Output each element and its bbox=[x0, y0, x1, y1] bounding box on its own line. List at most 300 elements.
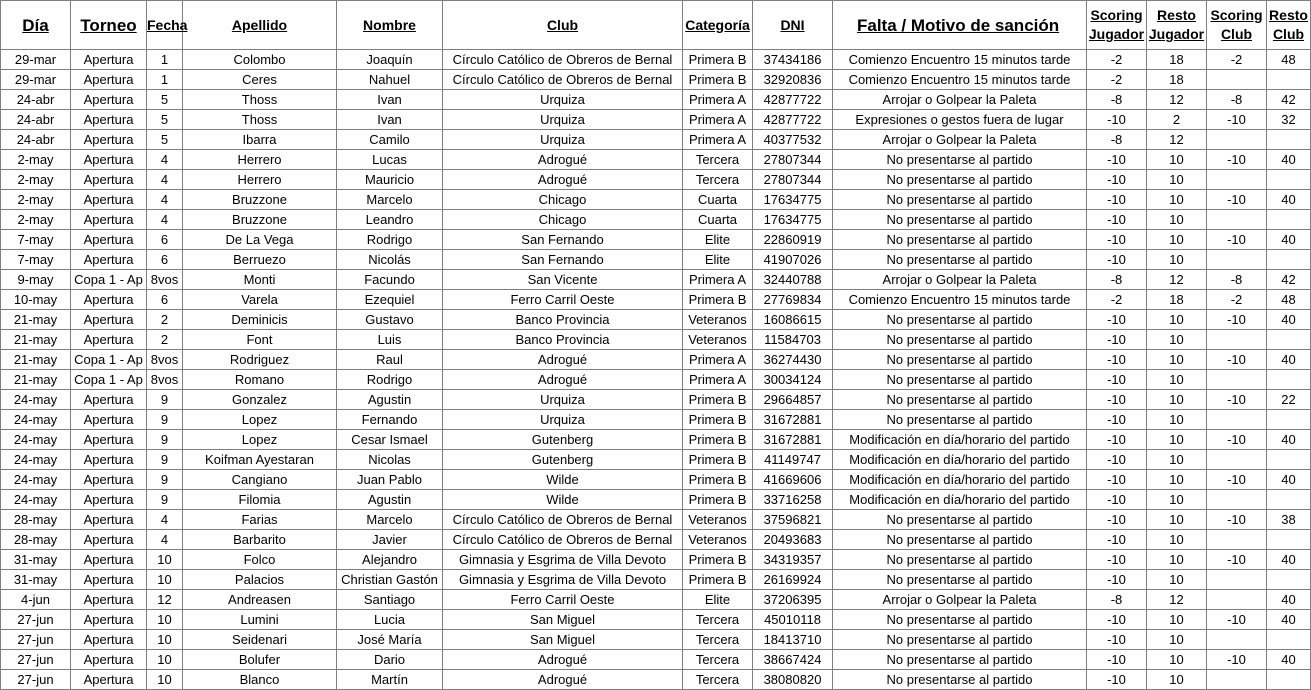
cell-scoring-club[interactable] bbox=[1207, 490, 1267, 510]
cell-nombre[interactable]: Mauricio bbox=[337, 170, 443, 190]
cell-falta[interactable]: No presentarse al partido bbox=[833, 230, 1087, 250]
cell-nombre[interactable]: Nicolás bbox=[337, 250, 443, 270]
cell-resto-club[interactable] bbox=[1267, 170, 1311, 190]
cell-falta[interactable]: Modificación en día/horario del partido bbox=[833, 490, 1087, 510]
cell-apellido[interactable]: Herrero bbox=[183, 150, 337, 170]
cell-torneo[interactable]: Copa 1 - Ap bbox=[71, 270, 147, 290]
cell-nombre[interactable]: Luis bbox=[337, 330, 443, 350]
cell-dni[interactable]: 41669606 bbox=[753, 470, 833, 490]
cell-scoring-club[interactable]: -10 bbox=[1207, 470, 1267, 490]
cell-dia[interactable]: 27-jun bbox=[1, 630, 71, 650]
cell-dni[interactable]: 33716258 bbox=[753, 490, 833, 510]
cell-resto-club[interactable] bbox=[1267, 130, 1311, 150]
cell-scoring-club[interactable]: -2 bbox=[1207, 290, 1267, 310]
cell-falta[interactable]: No presentarse al partido bbox=[833, 650, 1087, 670]
cell-apellido[interactable]: De La Vega bbox=[183, 230, 337, 250]
header-dni[interactable]: DNI bbox=[753, 1, 833, 50]
header-nombre[interactable]: Nombre bbox=[337, 1, 443, 50]
cell-nombre[interactable]: Dario bbox=[337, 650, 443, 670]
cell-fecha[interactable]: 10 bbox=[147, 570, 183, 590]
cell-categoria[interactable]: Tercera bbox=[683, 630, 753, 650]
cell-categoria[interactable]: Veteranos bbox=[683, 530, 753, 550]
cell-dni[interactable]: 34319357 bbox=[753, 550, 833, 570]
cell-dni[interactable]: 16086615 bbox=[753, 310, 833, 330]
cell-falta[interactable]: No presentarse al partido bbox=[833, 390, 1087, 410]
cell-torneo[interactable]: Apertura bbox=[71, 530, 147, 550]
cell-club[interactable]: Gutenberg bbox=[443, 430, 683, 450]
cell-dia[interactable]: 21-may bbox=[1, 330, 71, 350]
cell-apellido[interactable]: Bruzzone bbox=[183, 190, 337, 210]
cell-resto-jugador[interactable]: 10 bbox=[1147, 610, 1207, 630]
cell-torneo[interactable]: Apertura bbox=[71, 230, 147, 250]
header-falta[interactable]: Falta / Motivo de sanción bbox=[833, 1, 1087, 50]
cell-resto-jugador[interactable]: 10 bbox=[1147, 370, 1207, 390]
cell-nombre[interactable]: Facundo bbox=[337, 270, 443, 290]
cell-dni[interactable]: 27769834 bbox=[753, 290, 833, 310]
cell-nombre[interactable]: Raul bbox=[337, 350, 443, 370]
cell-scoring-club[interactable]: -8 bbox=[1207, 270, 1267, 290]
cell-torneo[interactable]: Apertura bbox=[71, 470, 147, 490]
cell-apellido[interactable]: Colombo bbox=[183, 50, 337, 70]
cell-scoring-jugador[interactable]: -8 bbox=[1087, 90, 1147, 110]
cell-nombre[interactable]: Lucas bbox=[337, 150, 443, 170]
cell-resto-club[interactable] bbox=[1267, 630, 1311, 650]
cell-apellido[interactable]: Deminicis bbox=[183, 310, 337, 330]
cell-scoring-club[interactable] bbox=[1207, 630, 1267, 650]
cell-nombre[interactable]: José María bbox=[337, 630, 443, 650]
cell-categoria[interactable]: Cuarta bbox=[683, 190, 753, 210]
cell-nombre[interactable]: Agustin bbox=[337, 390, 443, 410]
cell-scoring-club[interactable] bbox=[1207, 450, 1267, 470]
cell-club[interactable]: Urquiza bbox=[443, 410, 683, 430]
cell-resto-jugador[interactable]: 10 bbox=[1147, 470, 1207, 490]
cell-dni[interactable]: 26169924 bbox=[753, 570, 833, 590]
cell-categoria[interactable]: Primera B bbox=[683, 570, 753, 590]
cell-categoria[interactable]: Veteranos bbox=[683, 330, 753, 350]
header-resto-club[interactable] bbox=[1267, 1, 1311, 50]
cell-scoring-club[interactable]: -10 bbox=[1207, 650, 1267, 670]
cell-scoring-jugador[interactable]: -10 bbox=[1087, 510, 1147, 530]
cell-club[interactable]: Urquiza bbox=[443, 390, 683, 410]
cell-fecha[interactable]: 10 bbox=[147, 610, 183, 630]
cell-resto-club[interactable]: 40 bbox=[1267, 550, 1311, 570]
cell-scoring-club[interactable]: -8 bbox=[1207, 90, 1267, 110]
cell-categoria[interactable]: Veteranos bbox=[683, 510, 753, 530]
cell-resto-jugador[interactable]: 10 bbox=[1147, 410, 1207, 430]
cell-categoria[interactable]: Cuarta bbox=[683, 210, 753, 230]
cell-categoria[interactable]: Primera A bbox=[683, 110, 753, 130]
cell-fecha[interactable]: 12 bbox=[147, 590, 183, 610]
cell-apellido[interactable]: Palacios bbox=[183, 570, 337, 590]
cell-dia[interactable]: 21-may bbox=[1, 310, 71, 330]
cell-torneo[interactable]: Apertura bbox=[71, 650, 147, 670]
cell-dia[interactable]: 7-may bbox=[1, 250, 71, 270]
cell-apellido[interactable]: Bruzzone bbox=[183, 210, 337, 230]
cell-falta[interactable]: No presentarse al partido bbox=[833, 530, 1087, 550]
cell-club[interactable]: San Fernando bbox=[443, 230, 683, 250]
cell-falta[interactable]: Comienzo Encuentro 15 minutos tarde bbox=[833, 70, 1087, 90]
cell-dia[interactable]: 24-may bbox=[1, 410, 71, 430]
cell-club[interactable]: Chicago bbox=[443, 190, 683, 210]
cell-dia[interactable]: 24-abr bbox=[1, 90, 71, 110]
cell-categoria[interactable]: Tercera bbox=[683, 170, 753, 190]
cell-scoring-club[interactable] bbox=[1207, 250, 1267, 270]
cell-resto-jugador[interactable]: 10 bbox=[1147, 210, 1207, 230]
cell-dia[interactable]: 2-may bbox=[1, 150, 71, 170]
cell-apellido[interactable]: Ibarra bbox=[183, 130, 337, 150]
cell-apellido[interactable]: Varela bbox=[183, 290, 337, 310]
cell-club[interactable]: Adrogué bbox=[443, 350, 683, 370]
cell-resto-club[interactable]: 40 bbox=[1267, 190, 1311, 210]
cell-torneo[interactable]: Apertura bbox=[71, 550, 147, 570]
cell-resto-club[interactable] bbox=[1267, 250, 1311, 270]
cell-nombre[interactable]: Christian Gastón bbox=[337, 570, 443, 590]
cell-apellido[interactable]: Filomia bbox=[183, 490, 337, 510]
cell-categoria[interactable]: Veteranos bbox=[683, 310, 753, 330]
cell-nombre[interactable]: Gustavo bbox=[337, 310, 443, 330]
cell-torneo[interactable]: Apertura bbox=[71, 150, 147, 170]
cell-resto-club[interactable] bbox=[1267, 450, 1311, 470]
cell-fecha[interactable]: 8vos bbox=[147, 350, 183, 370]
cell-fecha[interactable]: 2 bbox=[147, 310, 183, 330]
cell-falta[interactable]: No presentarse al partido bbox=[833, 330, 1087, 350]
cell-scoring-club[interactable] bbox=[1207, 170, 1267, 190]
cell-fecha[interactable]: 6 bbox=[147, 230, 183, 250]
cell-torneo[interactable]: Apertura bbox=[71, 510, 147, 530]
cell-torneo[interactable]: Apertura bbox=[71, 50, 147, 70]
cell-club[interactable]: Adrogué bbox=[443, 670, 683, 690]
cell-apellido[interactable]: Koifman Ayestaran bbox=[183, 450, 337, 470]
cell-resto-club[interactable] bbox=[1267, 410, 1311, 430]
cell-scoring-jugador[interactable]: -10 bbox=[1087, 470, 1147, 490]
cell-club[interactable]: Círculo Católico de Obreros de Bernal bbox=[443, 510, 683, 530]
cell-fecha[interactable]: 9 bbox=[147, 470, 183, 490]
cell-dni[interactable]: 27807344 bbox=[753, 170, 833, 190]
cell-scoring-club[interactable] bbox=[1207, 330, 1267, 350]
cell-torneo[interactable]: Apertura bbox=[71, 70, 147, 90]
cell-nombre[interactable]: Martín bbox=[337, 670, 443, 690]
cell-resto-club[interactable] bbox=[1267, 370, 1311, 390]
cell-scoring-jugador[interactable]: -10 bbox=[1087, 570, 1147, 590]
cell-dni[interactable]: 36274430 bbox=[753, 350, 833, 370]
cell-dia[interactable]: 21-may bbox=[1, 370, 71, 390]
cell-resto-jugador[interactable]: 10 bbox=[1147, 530, 1207, 550]
cell-torneo[interactable]: Apertura bbox=[71, 490, 147, 510]
cell-apellido[interactable]: Herrero bbox=[183, 170, 337, 190]
cell-scoring-jugador[interactable]: -10 bbox=[1087, 650, 1147, 670]
cell-club[interactable]: Banco Provincia bbox=[443, 330, 683, 350]
cell-falta[interactable]: No presentarse al partido bbox=[833, 510, 1087, 530]
cell-resto-jugador[interactable]: 10 bbox=[1147, 550, 1207, 570]
cell-nombre[interactable]: Nahuel bbox=[337, 70, 443, 90]
cell-fecha[interactable]: 6 bbox=[147, 250, 183, 270]
cell-apellido[interactable]: Thoss bbox=[183, 90, 337, 110]
cell-club[interactable]: Círculo Católico de Obreros de Bernal bbox=[443, 50, 683, 70]
cell-resto-club[interactable]: 40 bbox=[1267, 430, 1311, 450]
header-resto-jugador[interactable] bbox=[1147, 1, 1207, 50]
cell-falta[interactable]: No presentarse al partido bbox=[833, 170, 1087, 190]
cell-fecha[interactable]: 9 bbox=[147, 490, 183, 510]
cell-scoring-club[interactable]: -10 bbox=[1207, 150, 1267, 170]
cell-falta[interactable]: No presentarse al partido bbox=[833, 310, 1087, 330]
cell-resto-club[interactable]: 38 bbox=[1267, 510, 1311, 530]
cell-torneo[interactable]: Apertura bbox=[71, 170, 147, 190]
cell-dia[interactable]: 24-abr bbox=[1, 110, 71, 130]
cell-resto-jugador[interactable]: 10 bbox=[1147, 650, 1207, 670]
cell-torneo[interactable]: Apertura bbox=[71, 450, 147, 470]
cell-falta[interactable]: Expresiones o gestos fuera de lugar bbox=[833, 110, 1087, 130]
cell-fecha[interactable]: 2 bbox=[147, 330, 183, 350]
cell-nombre[interactable]: Juan Pablo bbox=[337, 470, 443, 490]
cell-torneo[interactable]: Apertura bbox=[71, 590, 147, 610]
cell-scoring-jugador[interactable]: -10 bbox=[1087, 150, 1147, 170]
cell-scoring-club[interactable] bbox=[1207, 590, 1267, 610]
cell-scoring-club[interactable] bbox=[1207, 530, 1267, 550]
cell-scoring-jugador[interactable]: -10 bbox=[1087, 430, 1147, 450]
cell-dni[interactable]: 20493683 bbox=[753, 530, 833, 550]
cell-club[interactable]: Círculo Católico de Obreros de Bernal bbox=[443, 70, 683, 90]
cell-apellido[interactable]: Lopez bbox=[183, 430, 337, 450]
cell-falta[interactable]: No presentarse al partido bbox=[833, 610, 1087, 630]
cell-dni[interactable]: 42877722 bbox=[753, 110, 833, 130]
cell-categoria[interactable]: Primera B bbox=[683, 390, 753, 410]
cell-resto-club[interactable]: 32 bbox=[1267, 110, 1311, 130]
cell-dia[interactable]: 21-may bbox=[1, 350, 71, 370]
cell-resto-jugador[interactable]: 10 bbox=[1147, 150, 1207, 170]
cell-resto-jugador[interactable]: 10 bbox=[1147, 570, 1207, 590]
cell-nombre[interactable]: Alejandro bbox=[337, 550, 443, 570]
cell-resto-jugador[interactable]: 18 bbox=[1147, 70, 1207, 90]
cell-categoria[interactable]: Primera B bbox=[683, 70, 753, 90]
cell-dia[interactable]: 31-may bbox=[1, 550, 71, 570]
cell-club[interactable]: Gimnasia y Esgrima de Villa Devoto bbox=[443, 550, 683, 570]
cell-dia[interactable]: 28-may bbox=[1, 530, 71, 550]
cell-resto-jugador[interactable]: 12 bbox=[1147, 90, 1207, 110]
cell-scoring-club[interactable] bbox=[1207, 670, 1267, 690]
cell-club[interactable]: San Miguel bbox=[443, 610, 683, 630]
cell-club[interactable]: Urquiza bbox=[443, 90, 683, 110]
cell-fecha[interactable]: 6 bbox=[147, 290, 183, 310]
cell-dni[interactable]: 41149747 bbox=[753, 450, 833, 470]
cell-scoring-jugador[interactable]: -10 bbox=[1087, 550, 1147, 570]
cell-falta[interactable]: Modificación en día/horario del partido bbox=[833, 450, 1087, 470]
cell-falta[interactable]: Modificación en día/horario del partido bbox=[833, 430, 1087, 450]
cell-dia[interactable]: 2-may bbox=[1, 190, 71, 210]
cell-fecha[interactable]: 10 bbox=[147, 550, 183, 570]
cell-scoring-club[interactable]: -10 bbox=[1207, 550, 1267, 570]
cell-nombre[interactable]: Javier bbox=[337, 530, 443, 550]
cell-torneo[interactable]: Apertura bbox=[71, 630, 147, 650]
header-dia[interactable]: Día bbox=[1, 1, 71, 50]
cell-fecha[interactable]: 8vos bbox=[147, 370, 183, 390]
cell-dni[interactable]: 37596821 bbox=[753, 510, 833, 530]
cell-dni[interactable]: 40377532 bbox=[753, 130, 833, 150]
cell-dia[interactable]: 9-may bbox=[1, 270, 71, 290]
cell-torneo[interactable]: Apertura bbox=[71, 90, 147, 110]
cell-resto-jugador[interactable]: 10 bbox=[1147, 230, 1207, 250]
cell-resto-jugador[interactable]: 10 bbox=[1147, 390, 1207, 410]
cell-dni[interactable]: 30034124 bbox=[753, 370, 833, 390]
cell-scoring-club[interactable] bbox=[1207, 410, 1267, 430]
cell-categoria[interactable]: Elite bbox=[683, 230, 753, 250]
cell-resto-club[interactable]: 40 bbox=[1267, 310, 1311, 330]
cell-falta[interactable]: Arrojar o Golpear la Paleta bbox=[833, 590, 1087, 610]
cell-apellido[interactable]: Andreasen bbox=[183, 590, 337, 610]
cell-falta[interactable]: Arrojar o Golpear la Paleta bbox=[833, 90, 1087, 110]
cell-club[interactable]: Wilde bbox=[443, 490, 683, 510]
cell-resto-club[interactable]: 40 bbox=[1267, 350, 1311, 370]
cell-dia[interactable]: 31-may bbox=[1, 570, 71, 590]
cell-scoring-jugador[interactable]: -10 bbox=[1087, 390, 1147, 410]
cell-scoring-jugador[interactable]: -8 bbox=[1087, 130, 1147, 150]
cell-dni[interactable]: 37434186 bbox=[753, 50, 833, 70]
cell-torneo[interactable]: Apertura bbox=[71, 250, 147, 270]
cell-apellido[interactable]: Barbarito bbox=[183, 530, 337, 550]
cell-torneo[interactable]: Copa 1 - Ap bbox=[71, 370, 147, 390]
cell-scoring-club[interactable]: -10 bbox=[1207, 430, 1267, 450]
header-torneo[interactable]: Torneo bbox=[71, 1, 147, 50]
cell-scoring-club[interactable]: -10 bbox=[1207, 310, 1267, 330]
cell-scoring-jugador[interactable]: -10 bbox=[1087, 610, 1147, 630]
header-scoring-jugador[interactable] bbox=[1087, 1, 1147, 50]
cell-fecha[interactable]: 1 bbox=[147, 50, 183, 70]
cell-scoring-jugador[interactable]: -10 bbox=[1087, 630, 1147, 650]
cell-apellido[interactable]: Bolufer bbox=[183, 650, 337, 670]
cell-resto-club[interactable]: 48 bbox=[1267, 290, 1311, 310]
cell-fecha[interactable]: 9 bbox=[147, 390, 183, 410]
cell-resto-club[interactable] bbox=[1267, 490, 1311, 510]
cell-scoring-jugador[interactable]: -10 bbox=[1087, 490, 1147, 510]
cell-scoring-jugador[interactable]: -2 bbox=[1087, 290, 1147, 310]
cell-falta[interactable]: No presentarse al partido bbox=[833, 210, 1087, 230]
cell-falta[interactable]: Arrojar o Golpear la Paleta bbox=[833, 270, 1087, 290]
cell-resto-club[interactable]: 40 bbox=[1267, 610, 1311, 630]
cell-dia[interactable]: 7-may bbox=[1, 230, 71, 250]
header-club[interactable]: Club bbox=[443, 1, 683, 50]
cell-categoria[interactable]: Primera A bbox=[683, 90, 753, 110]
cell-scoring-club[interactable]: -10 bbox=[1207, 390, 1267, 410]
cell-resto-jugador[interactable]: 12 bbox=[1147, 590, 1207, 610]
cell-scoring-club[interactable] bbox=[1207, 370, 1267, 390]
cell-falta[interactable]: No presentarse al partido bbox=[833, 410, 1087, 430]
cell-fecha[interactable]: 4 bbox=[147, 530, 183, 550]
cell-categoria[interactable]: Primera A bbox=[683, 370, 753, 390]
cell-dia[interactable]: 24-abr bbox=[1, 130, 71, 150]
cell-apellido[interactable]: Berruezo bbox=[183, 250, 337, 270]
cell-dia[interactable]: 27-jun bbox=[1, 650, 71, 670]
cell-scoring-jugador[interactable]: -10 bbox=[1087, 530, 1147, 550]
cell-falta[interactable]: No presentarse al partido bbox=[833, 150, 1087, 170]
cell-apellido[interactable]: Ceres bbox=[183, 70, 337, 90]
cell-resto-club[interactable] bbox=[1267, 70, 1311, 90]
cell-nombre[interactable]: Ivan bbox=[337, 90, 443, 110]
cell-dia[interactable]: 24-may bbox=[1, 390, 71, 410]
cell-nombre[interactable]: Cesar Ismael bbox=[337, 430, 443, 450]
cell-club[interactable]: Ferro Carril Oeste bbox=[443, 290, 683, 310]
cell-falta[interactable]: No presentarse al partido bbox=[833, 550, 1087, 570]
cell-nombre[interactable]: Santiago bbox=[337, 590, 443, 610]
cell-resto-jugador[interactable]: 12 bbox=[1147, 270, 1207, 290]
cell-torneo[interactable]: Apertura bbox=[71, 570, 147, 590]
cell-club[interactable]: Urquiza bbox=[443, 110, 683, 130]
cell-nombre[interactable]: Rodrigo bbox=[337, 370, 443, 390]
cell-resto-jugador[interactable]: 10 bbox=[1147, 330, 1207, 350]
cell-club[interactable]: Wilde bbox=[443, 470, 683, 490]
cell-nombre[interactable]: Joaquín bbox=[337, 50, 443, 70]
cell-dni[interactable]: 31672881 bbox=[753, 410, 833, 430]
cell-resto-club[interactable] bbox=[1267, 530, 1311, 550]
cell-nombre[interactable]: Ivan bbox=[337, 110, 443, 130]
cell-dni[interactable]: 32920836 bbox=[753, 70, 833, 90]
cell-categoria[interactable]: Primera A bbox=[683, 350, 753, 370]
cell-falta[interactable]: No presentarse al partido bbox=[833, 250, 1087, 270]
cell-nombre[interactable]: Ezequiel bbox=[337, 290, 443, 310]
cell-categoria[interactable]: Tercera bbox=[683, 610, 753, 630]
cell-fecha[interactable]: 4 bbox=[147, 210, 183, 230]
cell-apellido[interactable]: Romano bbox=[183, 370, 337, 390]
cell-fecha[interactable]: 5 bbox=[147, 90, 183, 110]
cell-resto-club[interactable]: 40 bbox=[1267, 150, 1311, 170]
cell-falta[interactable]: No presentarse al partido bbox=[833, 670, 1087, 690]
cell-scoring-jugador[interactable]: -10 bbox=[1087, 170, 1147, 190]
cell-categoria[interactable]: Tercera bbox=[683, 670, 753, 690]
cell-categoria[interactable]: Primera B bbox=[683, 410, 753, 430]
cell-torneo[interactable]: Apertura bbox=[71, 110, 147, 130]
cell-resto-jugador[interactable]: 18 bbox=[1147, 290, 1207, 310]
cell-club[interactable]: San Miguel bbox=[443, 630, 683, 650]
cell-dni[interactable]: 17634775 bbox=[753, 190, 833, 210]
cell-scoring-jugador[interactable]: -10 bbox=[1087, 210, 1147, 230]
cell-apellido[interactable]: Folco bbox=[183, 550, 337, 570]
cell-scoring-jugador[interactable]: -10 bbox=[1087, 230, 1147, 250]
cell-fecha[interactable]: 4 bbox=[147, 510, 183, 530]
cell-resto-club[interactable] bbox=[1267, 570, 1311, 590]
cell-resto-jugador[interactable]: 10 bbox=[1147, 490, 1207, 510]
cell-fecha[interactable]: 9 bbox=[147, 430, 183, 450]
cell-dni[interactable]: 29664857 bbox=[753, 390, 833, 410]
cell-falta[interactable]: Modificación en día/horario del partido bbox=[833, 470, 1087, 490]
cell-nombre[interactable]: Camilo bbox=[337, 130, 443, 150]
cell-apellido[interactable]: Lopez bbox=[183, 410, 337, 430]
cell-resto-jugador[interactable]: 10 bbox=[1147, 670, 1207, 690]
cell-torneo[interactable]: Apertura bbox=[71, 610, 147, 630]
cell-resto-jugador[interactable]: 10 bbox=[1147, 310, 1207, 330]
cell-apellido[interactable]: Lumini bbox=[183, 610, 337, 630]
cell-categoria[interactable]: Tercera bbox=[683, 150, 753, 170]
cell-resto-jugador[interactable]: 10 bbox=[1147, 510, 1207, 530]
cell-fecha[interactable]: 8vos bbox=[147, 270, 183, 290]
cell-dia[interactable]: 10-may bbox=[1, 290, 71, 310]
cell-fecha[interactable]: 5 bbox=[147, 130, 183, 150]
cell-fecha[interactable]: 4 bbox=[147, 150, 183, 170]
cell-resto-jugador[interactable]: 10 bbox=[1147, 630, 1207, 650]
cell-resto-club[interactable] bbox=[1267, 670, 1311, 690]
cell-scoring-club[interactable] bbox=[1207, 210, 1267, 230]
cell-torneo[interactable]: Apertura bbox=[71, 130, 147, 150]
cell-apellido[interactable]: Font bbox=[183, 330, 337, 350]
cell-scoring-club[interactable]: -2 bbox=[1207, 50, 1267, 70]
cell-dni[interactable]: 45010118 bbox=[753, 610, 833, 630]
cell-falta[interactable]: Comienzo Encuentro 15 minutos tarde bbox=[833, 50, 1087, 70]
cell-scoring-club[interactable]: -10 bbox=[1207, 350, 1267, 370]
cell-dia[interactable]: 24-may bbox=[1, 490, 71, 510]
cell-categoria[interactable]: Primera B bbox=[683, 430, 753, 450]
header-scoring-club[interactable] bbox=[1207, 1, 1267, 50]
cell-categoria[interactable]: Primera B bbox=[683, 50, 753, 70]
cell-resto-club[interactable] bbox=[1267, 330, 1311, 350]
cell-club[interactable]: Círculo Católico de Obreros de Bernal bbox=[443, 530, 683, 550]
header-apellido[interactable]: Apellido bbox=[183, 1, 337, 50]
